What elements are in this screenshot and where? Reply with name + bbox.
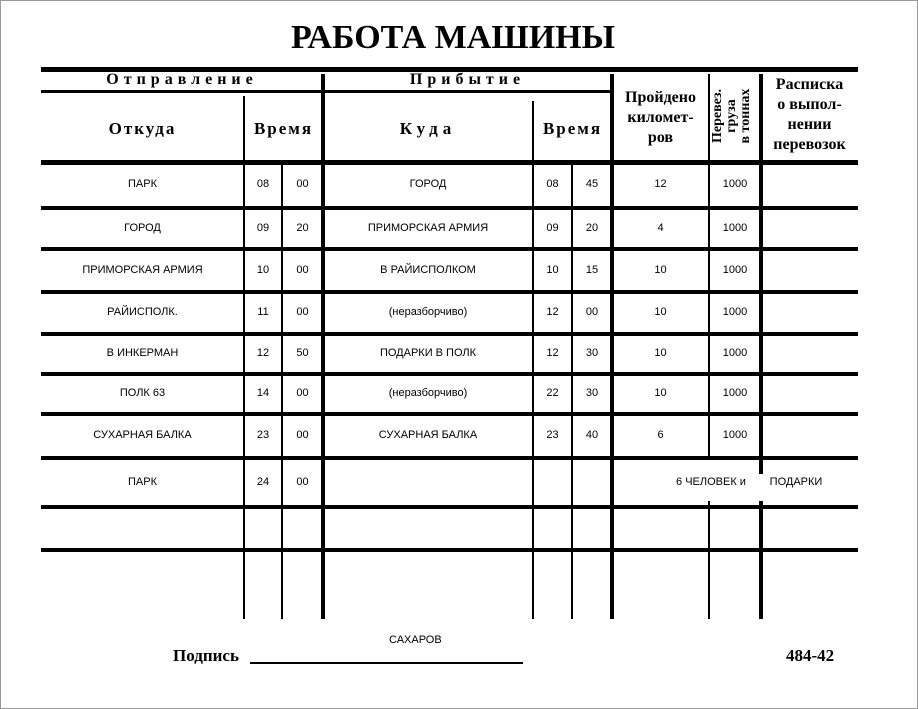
column-divider <box>708 501 710 619</box>
cell-tons: 1000 <box>722 429 748 441</box>
cell-arr-m: 30 <box>585 347 599 359</box>
header-to: Куда <box>399 119 457 138</box>
header-cargo-line: в тоннах <box>738 88 753 144</box>
column-divider <box>759 501 763 619</box>
cell-receipt: ПОДАРКИ <box>769 475 823 488</box>
signature-name: САХАРОВ <box>389 634 442 646</box>
cell-km: 10 <box>654 306 667 318</box>
header-km-line: километ- <box>627 109 694 126</box>
header-time-arr: Время <box>542 119 603 138</box>
cell-km: 10 <box>654 263 667 276</box>
signature-line <box>250 662 523 664</box>
cell-tons: 1000 <box>722 306 748 318</box>
cell-arr-m: 30 <box>585 387 599 399</box>
cell-dep-m: 00 <box>296 178 309 190</box>
cell-to: ПРИМОРСКАЯ АРМИЯ <box>367 221 489 234</box>
cell-note: 6 ЧЕЛОВЕК и <box>676 475 746 488</box>
cell-to: СУХАРНАЯ БАЛКА <box>378 429 478 441</box>
cell-arr-h: 08 <box>546 178 559 190</box>
cell-km: 6 <box>657 429 664 441</box>
cell-tons: 1000 <box>722 178 748 190</box>
cell-tons: 1000 <box>722 387 748 399</box>
form-number: 484-42 <box>786 646 835 665</box>
cell-to: В РАЙИСПОЛКОМ <box>380 263 476 276</box>
cell-arr-m: 45 <box>585 178 599 190</box>
cell-from: ПАРК <box>128 178 157 190</box>
cell-tons: 1000 <box>722 221 748 234</box>
header-km <box>612 88 709 148</box>
cell-dep-h: 10 <box>256 263 270 276</box>
cell-from: ГОРОД <box>124 221 161 234</box>
cell-dep-h: 08 <box>256 178 270 190</box>
cell-dep-m: 00 <box>296 263 309 276</box>
header-km-line: Пройдено <box>625 89 696 106</box>
cell-dep-m: 00 <box>296 429 309 441</box>
header-receipt-line: Расписка <box>775 76 844 93</box>
cell-km: 10 <box>654 347 667 359</box>
cell-dep-m: 00 <box>296 475 309 488</box>
cell-from: ПАРК <box>128 475 157 488</box>
header-subrule <box>41 90 612 93</box>
cell-arr-h: 10 <box>546 263 559 276</box>
header-receipt <box>761 75 858 155</box>
cell-arr-h: 12 <box>546 306 559 318</box>
cell-from: СУХАРНАЯ БАЛКА <box>93 429 192 441</box>
header-cargo-line: Перевез. <box>710 89 725 144</box>
header-cargo <box>711 73 761 159</box>
row-rule <box>41 548 858 552</box>
cell-arr-m: 20 <box>585 221 599 234</box>
header-arrival: Прибытие <box>409 71 526 88</box>
signature-label: Подпись <box>173 646 239 665</box>
header-km-line: ров <box>647 129 674 146</box>
cell-dep-m: 50 <box>296 347 309 359</box>
cell-tons: 1000 <box>722 347 748 359</box>
cell-dep-m: 00 <box>296 387 309 399</box>
cell-arr-h: 09 <box>546 221 559 234</box>
cell-from: В ИНКЕРМАН <box>106 347 179 359</box>
cell-from: РАЙИСПОЛК. <box>107 306 178 318</box>
cell-arr-m: 15 <box>585 263 599 276</box>
cell-to: ПОДАРКИ В ПОЛК <box>379 347 477 359</box>
cell-dep-h: 24 <box>256 475 270 488</box>
cell-dep-h: 12 <box>256 347 270 359</box>
header-receipt-line: перевозок <box>773 136 846 153</box>
cell-dep-m: 20 <box>296 221 309 234</box>
cell-arr-m: 00 <box>585 306 599 318</box>
cell-km: 4 <box>657 221 664 234</box>
cell-dep-m: 00 <box>296 306 309 318</box>
page-title: РАБОТА МАШИНЫ <box>291 19 615 56</box>
header-from: Откуда <box>108 119 177 138</box>
cell-arr-h: 22 <box>546 387 559 399</box>
row-rule <box>41 505 858 509</box>
cell-dep-h: 14 <box>256 387 270 399</box>
cell-arr-h: 12 <box>546 347 559 359</box>
cell-to: ГОРОД <box>409 178 447 190</box>
header-receipt-line: нении <box>787 116 832 133</box>
header-cargo-line: груза <box>724 99 739 133</box>
cell-to: (неразборчиво) <box>388 387 468 399</box>
cell-dep-h: 11 <box>257 306 269 318</box>
cell-km: 10 <box>654 387 667 399</box>
cell-from: ПОЛК 63 <box>119 387 166 399</box>
cell-to: (неразборчиво) <box>388 306 468 318</box>
cell-tons: 1000 <box>722 263 748 276</box>
header-time-dep: Время <box>253 119 314 138</box>
cell-arr-m: 40 <box>585 429 599 441</box>
header-departure: Отправление <box>106 71 258 88</box>
cell-from: ПРИМОРСКАЯ АРМИЯ <box>82 263 203 276</box>
header-receipt-line: о выпол- <box>777 96 842 113</box>
cell-dep-h: 23 <box>256 429 270 441</box>
cell-km: 12 <box>654 178 667 190</box>
cell-arr-h: 23 <box>546 429 559 441</box>
cell-dep-h: 09 <box>256 221 270 234</box>
